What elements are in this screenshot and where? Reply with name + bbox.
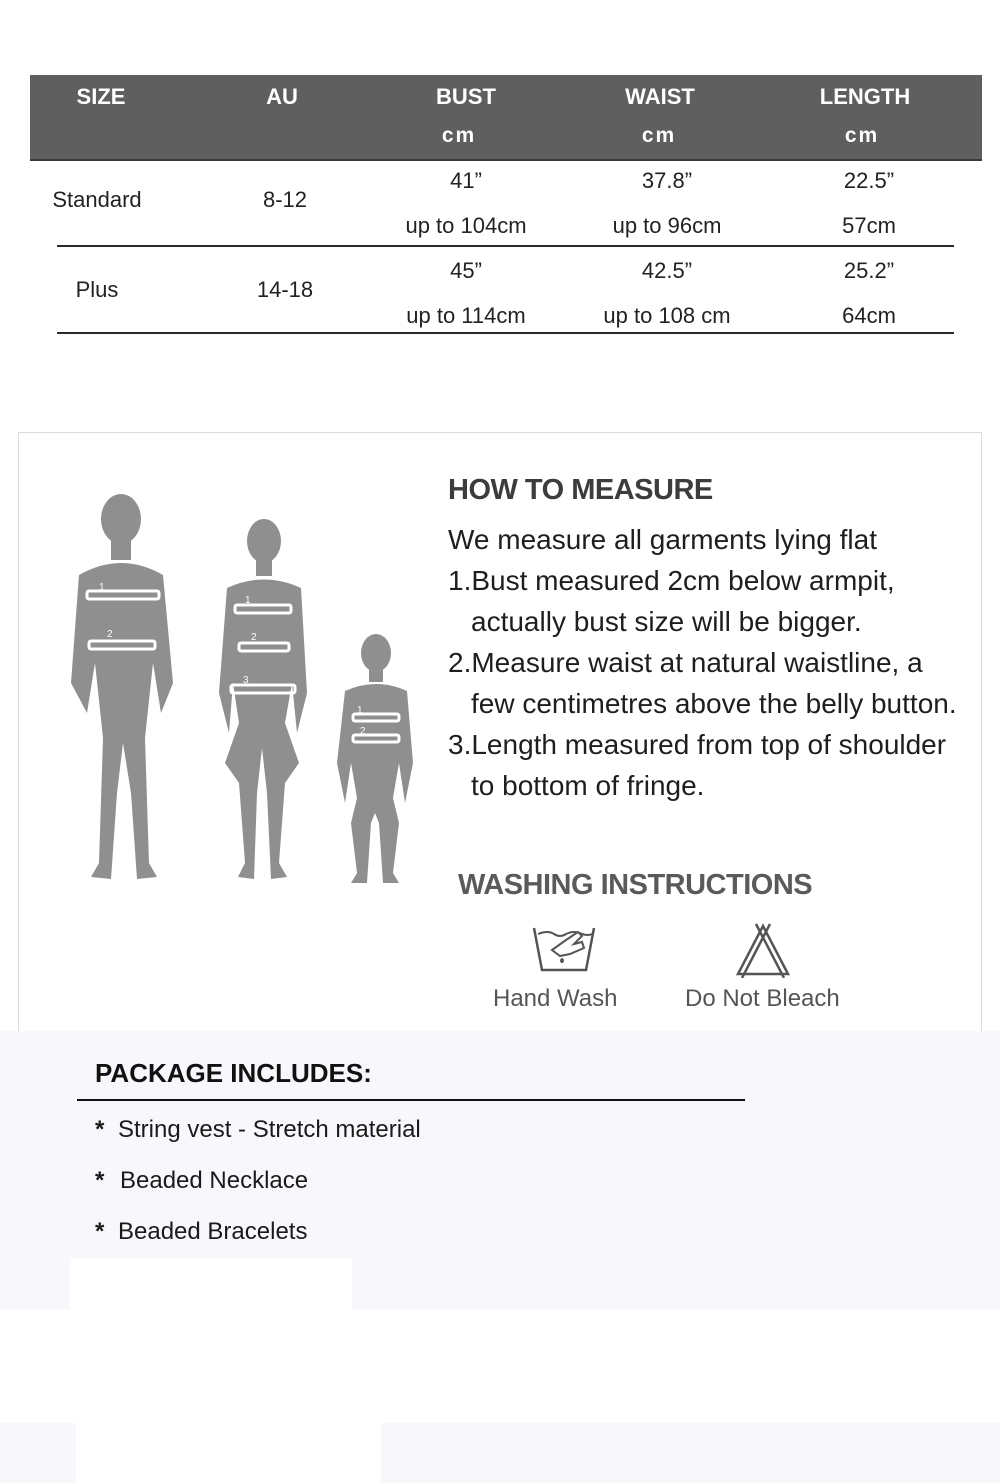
header-bust: BUST: [436, 84, 496, 109]
man-figure-icon: [71, 494, 173, 879]
measure-step-3-cont: to bottom of fringe.: [471, 770, 705, 801]
package-rule: [77, 1099, 745, 1101]
row-standard-size: Standard: [52, 187, 142, 212]
row-plus-bust-cm: up to 114cm: [406, 303, 526, 328]
row-standard-waist-cm: up to 96cm: [612, 213, 722, 238]
do-not-bleach-icon: [734, 922, 792, 978]
package-blank-block: [70, 1258, 352, 1309]
figure-marker: 2: [360, 726, 366, 737]
figure-marker: 2: [107, 629, 113, 640]
measure-step-1-cont: actually bust size will be bigger.: [471, 606, 862, 637]
child-figure-icon: [337, 634, 413, 883]
row-plus-length-in: 25.2”: [843, 258, 895, 283]
measure-step-3: 3.Length measured from top of shoulder: [448, 729, 947, 760]
do-not-bleach-label: Do Not Bleach: [685, 985, 840, 1012]
row-standard-au: 8-12: [262, 187, 308, 212]
package-item: [95, 1218, 307, 1246]
measure-step-2-cont: few centimetres above the belly button.: [471, 688, 957, 719]
package-item: [95, 1116, 421, 1144]
row-divider: [57, 245, 954, 247]
header-bust-unit: cm: [441, 124, 477, 147]
figure-marker: 1: [245, 595, 251, 606]
package-item-label: Beaded Bracelets: [118, 1218, 308, 1245]
hand-wash-icon: [530, 920, 598, 976]
row-standard-waist-in: 37.8”: [641, 168, 693, 193]
row-standard-length-in: 22.5”: [843, 168, 895, 193]
measure-intro: We measure all garments lying flat: [448, 524, 877, 555]
woman-figure-icon: [219, 519, 307, 879]
package-item-label: String vest - Stretch material: [118, 1116, 421, 1143]
header-length-unit: cm: [844, 124, 880, 147]
row-plus-waist-in: 42.5”: [641, 258, 693, 283]
row-standard-bust-in: 41”: [450, 168, 482, 193]
package-title: PACKAGE INCLUDES:: [95, 1058, 372, 1088]
header-length: LENGTH: [819, 84, 911, 109]
table-bottom-rule: [57, 332, 954, 334]
row-plus-size: Plus: [75, 277, 119, 302]
header-waist-unit: cm: [641, 124, 677, 147]
bottom-blank-block: [76, 1423, 381, 1483]
header-size: SIZE: [76, 84, 126, 109]
row-plus-length-cm: 64cm: [842, 303, 896, 328]
measure-step-2: 2.Measure waist at natural waistline, a: [448, 647, 923, 678]
row-plus-bust-in: 45”: [450, 258, 482, 283]
bullet-icon: *: [95, 1218, 105, 1245]
row-plus-au: 14-18: [256, 277, 314, 302]
washing-instructions-title: WASHING INSTRUCTIONS: [458, 869, 813, 901]
figure-marker: 3: [243, 675, 249, 686]
row-standard-length-cm: 57cm: [842, 213, 896, 238]
body-figures-illustration: [49, 493, 419, 893]
size-table-header: [30, 75, 982, 161]
figure-marker: 2: [251, 632, 257, 643]
package-item: [95, 1167, 308, 1195]
header-au: AU: [266, 84, 298, 109]
figure-marker: 1: [99, 582, 105, 593]
bullet-icon: *: [95, 1116, 105, 1143]
measure-step-1: 1.Bust measured 2cm below armpit,: [448, 565, 895, 596]
bullet-icon: *: [95, 1167, 105, 1194]
hand-wash-label: Hand Wash: [493, 985, 618, 1012]
row-standard-bust-cm: up to 104cm: [405, 213, 527, 238]
package-item-label: Beaded Necklace: [120, 1167, 309, 1194]
figure-marker: 1: [357, 705, 363, 716]
how-to-measure-title: HOW TO MEASURE: [448, 474, 713, 506]
header-waist: WAIST: [625, 84, 695, 109]
row-plus-waist-cm: up to 108 cm: [603, 303, 731, 328]
